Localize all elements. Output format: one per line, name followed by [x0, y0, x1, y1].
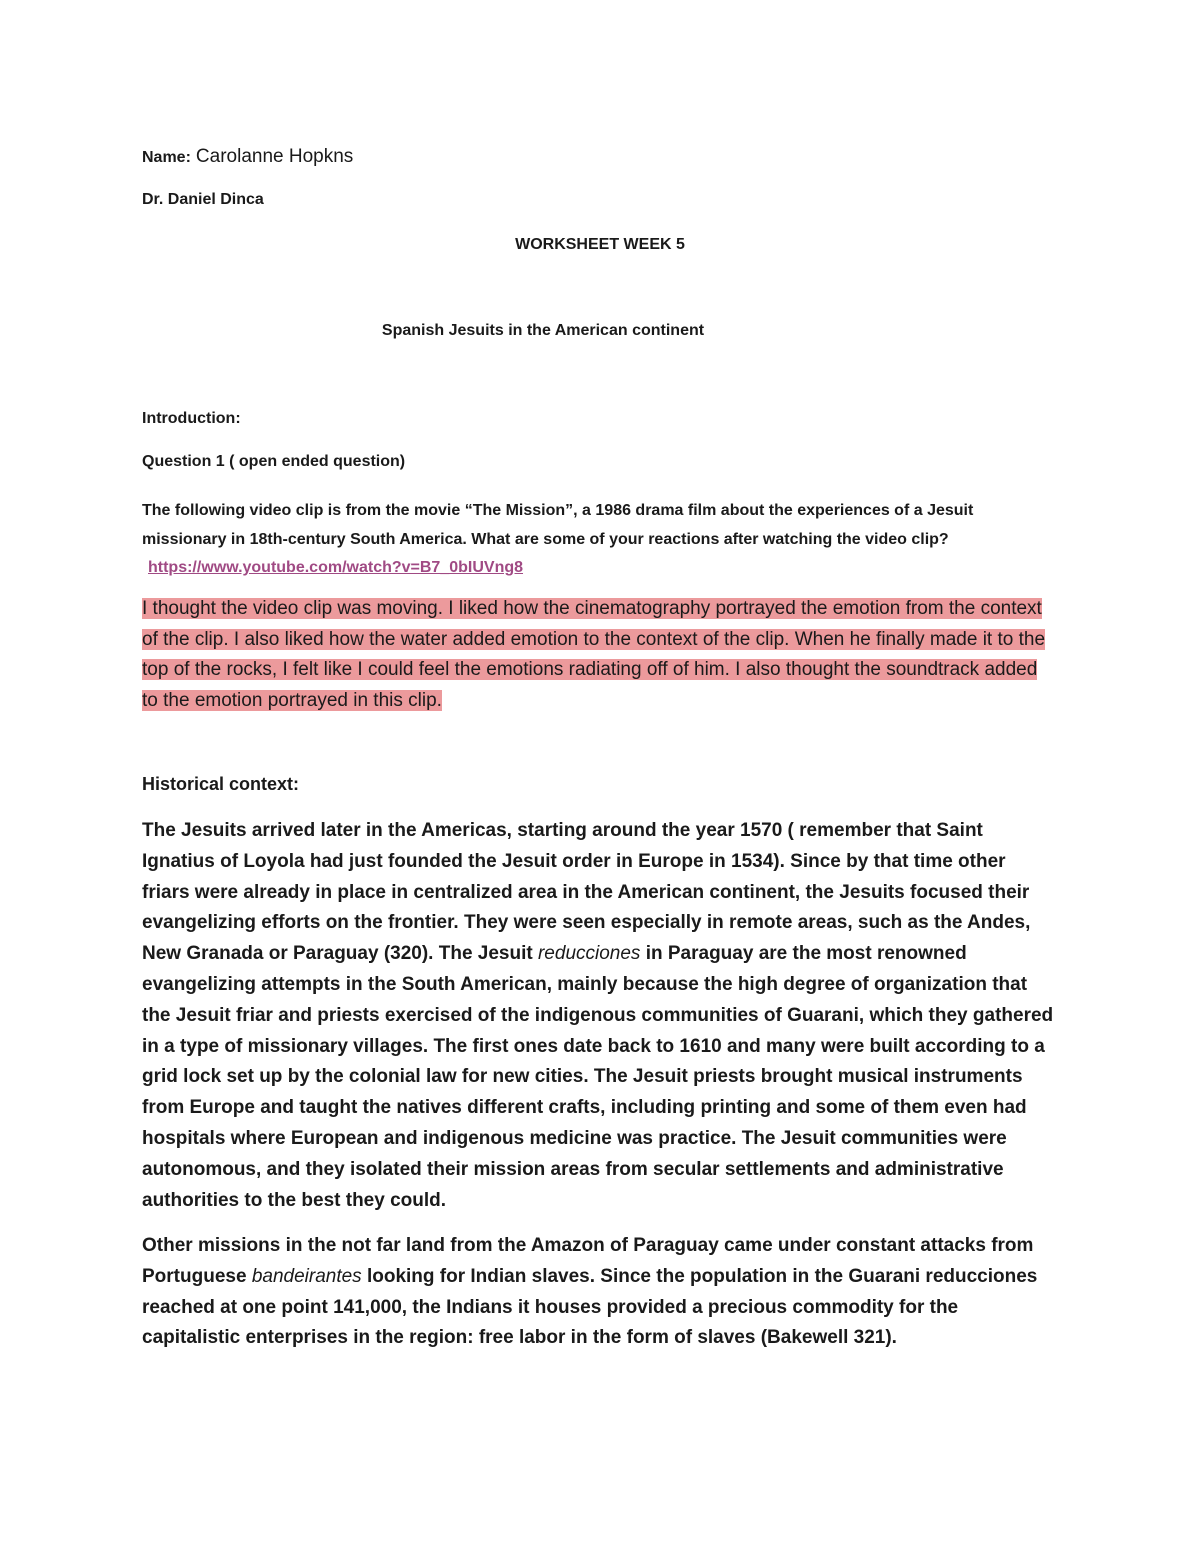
paragraph-2-italic: bandeirantes	[251, 1265, 362, 1287]
paragraph-1-italic: reducciones	[537, 943, 641, 965]
question-body: The following video clip is from the movie “The Mission”, a 1986 drama film about the experiences of a Jesuit missionary in 18th-century South America. What are some of your reactions after watching the video clip?	[142, 502, 974, 548]
question-text	[142, 497, 1057, 583]
historical-paragraph-1	[142, 816, 1057, 1216]
historical-context-heading: Historical context:	[142, 774, 300, 794]
name-label: Name:	[142, 149, 191, 166]
worksheet-title: WORKSHEET WEEK 5	[515, 236, 685, 253]
student-name-line	[142, 146, 353, 168]
answer-paragraph	[142, 594, 1057, 716]
historical-paragraph-2	[142, 1231, 1057, 1354]
paragraph-1-text-b: in Paraguay are the most renowned evangelizing attempts in the South American, mainly because the high degree of organization that the Jesuit friar and priests exercised of the indigenous communities of Guarani, which they gathered in a type of missionary villages. The first ones date back to 1610 and many were built according to a grid lock set up by the colonial law for new cities. The Jesuit priests brought musical instruments from Europe and taught the natives different crafts, including printing and some of them even had hospitals where European and indigenous medicine was practice. The Jesuit communities were autonomous, and they isolated their mission areas from secular settlements and administrative authorities to the best they could.	[142, 943, 1054, 1211]
introduction-heading: Introduction:	[142, 410, 241, 427]
professor-name: Dr. Daniel Dinca	[142, 191, 264, 208]
document-subtitle: Spanish Jesuits in the American continent	[381, 322, 705, 339]
paragraph-2-text-a: Other missions in the not far land from the Amazon of Paraguay came under constant attacks from Portuguese	[142, 1235, 1034, 1287]
student-name: Carolanne Hopkns	[195, 146, 354, 167]
paragraph-2-text-b: looking for Indian slaves. Since the population in the Guarani reducciones reached at one point 141,000, the Indians it houses provided a precious commodity for the capitalistic enterprises in the region: free labor in the form of slaves (Bakewell 321).	[142, 1265, 1038, 1349]
video-link[interactable]: https://www.youtube.com/watch?v=B7_0bIUVng8	[148, 559, 524, 576]
paragraph-1-text-a: The Jesuits arrived later in the Americas, starting around the year 1570 ( remember that Saint Ignatius of Loyola had just founded the Jesuit order in Europe in 1534). Since by that time other friars were already in place in centralized area in the American continent, the Jesuits focused their evangelizing efforts on the frontier. They were seen especially in remote areas, such as the Andes, New Granada or Paraguay (320). The Jesuit	[142, 820, 1031, 965]
question-label: Question 1 ( open ended question)	[142, 453, 406, 470]
highlighted-answer: I thought the video clip was moving. I liked how the cinematography portrayed the emotion from the context of the clip. I also liked how the water added emotion to the context of the clip. When he finally made it to the top of the rocks, I felt like I could feel the emotions radiating off of him. I also thought the soundtrack added to the emotion portrayed in this clip.	[142, 598, 1046, 711]
